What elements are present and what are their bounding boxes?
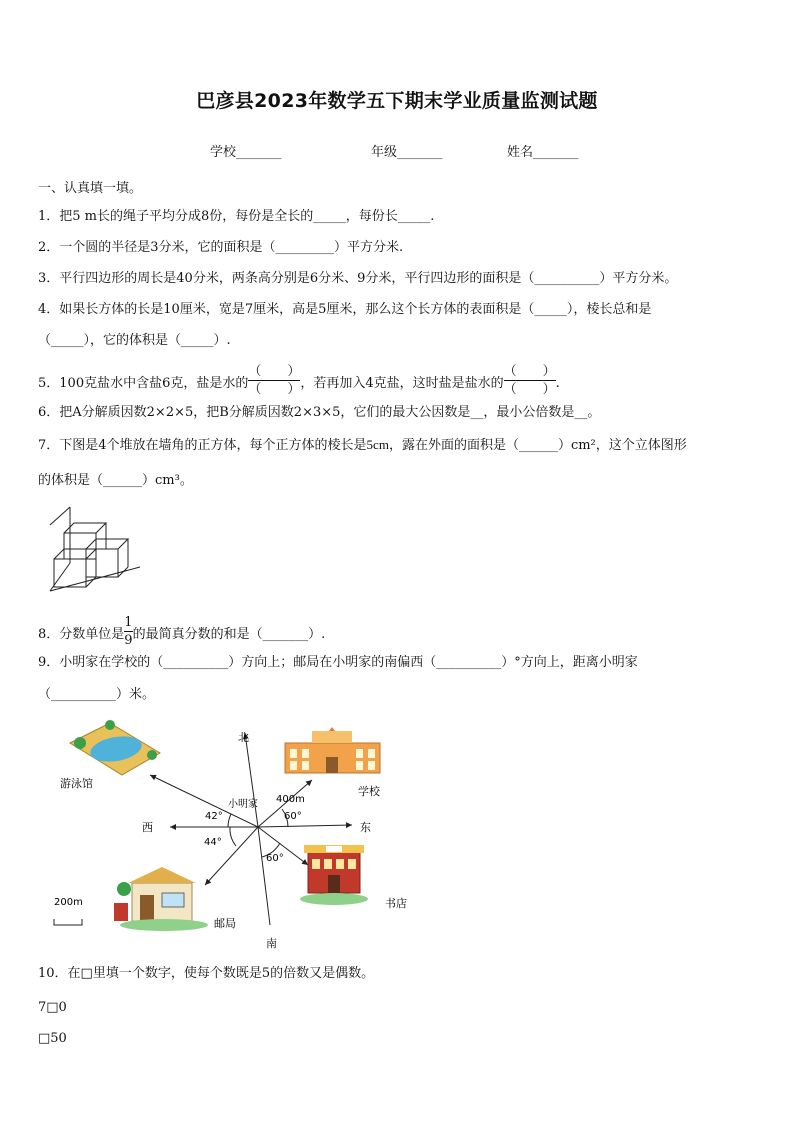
question-6: 6．把A分解质因数2×2×5，把B分解质因数2×3×5，它们的最大公因数是__，最小公倍数是__。 [38,405,601,420]
q7-text-4: 的体积是（______） [38,473,156,488]
school-field[interactable]: 学校_______ [210,145,282,160]
grade-field[interactable]: 年级_______ [371,145,443,160]
q8-numerator: 1 [124,615,133,630]
question-10: 10．在□里填一个数字，使每个数既是5的倍数又是偶数。 [38,966,375,981]
angle-arc-42 [228,814,231,827]
q5-frac2-num[interactable]: （ ） [503,364,556,379]
question-10-item-a: 7□0 [38,1000,67,1015]
section-heading: 一、认真填一填。 [38,181,143,196]
q7-text-5: 。 [179,473,193,488]
label-distance: 400m [276,794,305,805]
label-south: 南 [266,937,277,950]
cube-stack-figure [40,505,150,605]
label-school: 学校 [358,785,380,798]
question-5 [38,364,560,400]
label-west: 西 [142,821,153,834]
q7-text-1: 7．下图是4个堆放在墙角的正方体，每个正方体的棱长是 [38,438,367,453]
question-7-line1 [38,436,687,455]
question-9-line1: 9．小明家在学校的（__________）方向上；邮局在小明家的南偏西（__________）°方向上，距离小明家 [38,655,638,670]
q8-text-1: 8．分数单位是 [38,627,125,642]
q8-fraction [124,615,132,648]
question-4-line1: 4．如果长方体的长是10厘米，宽是7厘米，高是5厘米，那么这个长方体的表面积是（_____），棱长总和是 [38,302,652,317]
south-axis [258,827,270,925]
post-office-icon [114,867,208,931]
q7-unit-cm3: cm³ [155,473,180,488]
north-axis [245,733,258,827]
q5-text-3: . [555,376,560,391]
question-7-line2 [38,472,193,490]
question-8 [38,615,326,651]
q8-denominator: 9 [124,633,133,648]
q5-text-1: 5．100克盐水中含盐6克，盐是水的 [38,376,249,391]
label-swimming: 游泳馆 [60,777,93,790]
scale-bar [54,919,82,925]
question-3: 3．平行四边形的周长是40分米，两条高分别是6分米、9分米，平行四边形的面积是（__________）平方分米。 [38,271,678,286]
question-9-line2: （__________）米。 [38,687,156,702]
question-1: 1．把5 m长的绳子平均分成8份，每份是全长的_____，每份长_____. [38,209,435,224]
question-10-item-b: □50 [38,1031,67,1046]
q5-fraction-2 [504,364,556,397]
q5-frac1-num[interactable]: （ ） [248,364,301,379]
question-2: 2．一个圆的半径是3分米，它的面积是（_________）平方分米. [38,240,404,255]
label-angle-60-a: 60° [284,811,302,822]
label-angle-60-b: 60° [266,853,284,864]
q7-text-3: ，这个立体图形 [595,438,687,453]
question-4-line2: （_____），它的体积是（_____）. [38,333,231,348]
label-post: 邮局 [214,917,236,930]
label-angle-44: 44° [204,837,222,848]
q7-text-2: ，露在外面的面积是（______） [388,438,571,453]
page-title: 巴彦县2023年数学五下期末学业质量监测试题 [196,90,598,112]
q7-unit-cm2: cm² [570,438,596,453]
label-bookstore: 书店 [385,897,407,910]
swimming-pool-icon [70,720,160,775]
label-north: 北 [238,731,249,744]
name-field[interactable]: 姓名_______ [507,145,579,160]
q5-frac2-den[interactable]: （ ） [503,382,556,397]
q5-frac1-den[interactable]: （ ） [248,382,301,397]
east-axis [258,825,352,827]
label-east: 东 [360,821,371,834]
angle-arc-44 [230,827,236,846]
q7-unit-cm: 5cm [366,437,389,452]
q5-fraction-1 [248,364,300,397]
q8-text-2: 的最简真分数的和是（_______）. [132,627,326,642]
line-to-post [205,827,258,885]
direction-map [40,715,420,960]
label-center: 小明家 [228,799,258,810]
bookstore-building-icon [300,845,368,905]
school-building-icon [285,727,380,773]
label-angle-42: 42° [205,811,223,822]
q5-text-2: ，若再加入4克盐，这时盐是盐水的 [300,376,504,391]
label-scale: 200m [54,897,83,908]
